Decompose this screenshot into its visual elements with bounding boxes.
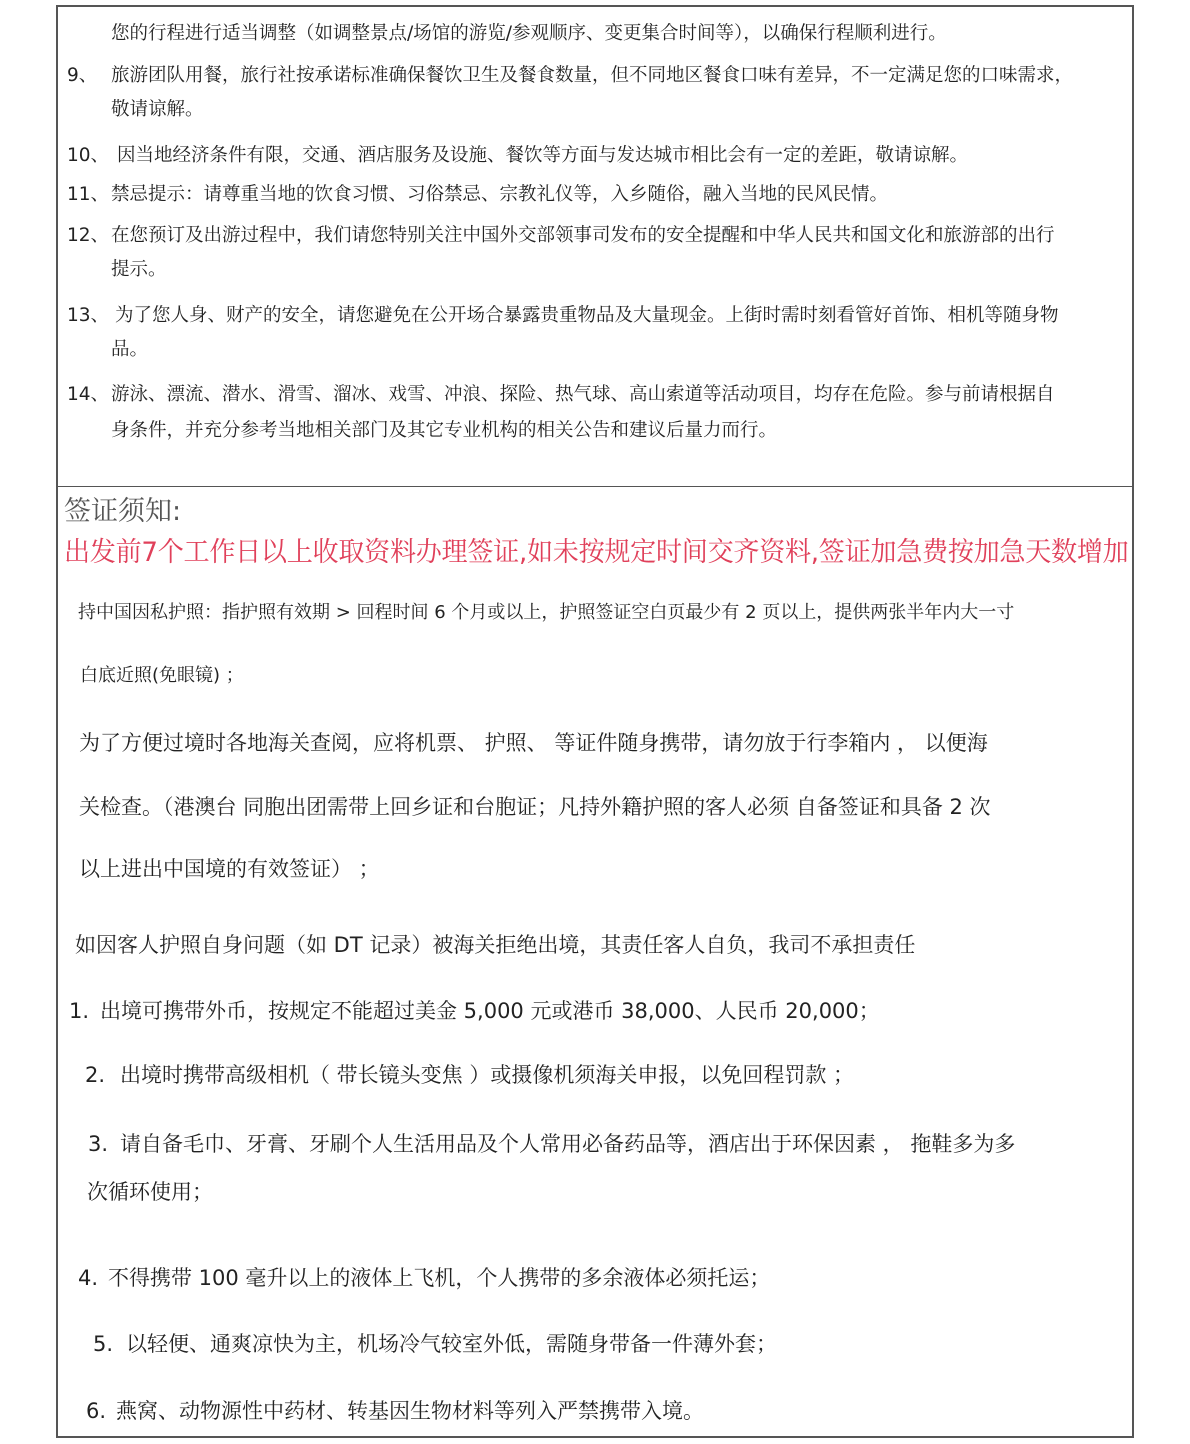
rule-line: 请自备毛巾、牙膏、牙刷个人生活用品及个人常用必备药品等，酒店出于环保因素 ， 拖鞋多为多 bbox=[120, 1132, 1016, 1156]
customs-note: 以上进出中国境的有效签证） ； bbox=[79, 857, 380, 881]
note-line: 为了您人身、财产的安全，请您避免在公开场合暴露贵重物品及大量现金。上街时需时刻看管好首饰、相机等随身物 bbox=[115, 305, 1059, 326]
note-line: 在您预订及出游过程中，我们请您特别关注中国外交部领事司发布的安全提醒和中华人民共和国文化和旅游部的出行 bbox=[111, 225, 1055, 246]
note-number: 12、 bbox=[67, 225, 110, 246]
passport-requirement-cont: 白底近照(免眼镜) ； bbox=[80, 665, 244, 686]
note-number: 14、 bbox=[67, 384, 110, 405]
rule-line: 不得携带 100 毫升以上的液体上飞机，个人携带的多余液体必须托运； bbox=[108, 1266, 771, 1290]
note-number: 10、 bbox=[67, 145, 110, 166]
note-continuation: 您的行程进行适当调整（如调整景点/场馆的游览/参观顺序、变更集合时间等），以确保行程顺利进行。 bbox=[111, 23, 947, 44]
section-divider bbox=[56, 486, 1134, 487]
note-line: 提示。 bbox=[111, 259, 167, 280]
rule-number: 1. bbox=[69, 999, 90, 1023]
note-line: 敬请谅解。 bbox=[111, 99, 204, 120]
customs-note: 关检查。（港澳台 同胞出团需带上回乡证和台胞证；凡持外籍护照的客人必须 自备签证和具备 2 次 bbox=[79, 795, 991, 819]
visa-heading: 签证须知: bbox=[64, 496, 182, 527]
rule-line: 出境时携带高级相机（ 带长镜头变焦 ）或摄像机须海关申报，以免回程罚款 ； bbox=[120, 1063, 855, 1087]
rule-number: 5. bbox=[93, 1332, 114, 1356]
note-number: 13、 bbox=[67, 305, 110, 326]
rule-line: 以轻便、通爽凉快为主，机场冷气较室外低，需随身带备一件薄外套； bbox=[126, 1332, 777, 1356]
rule-number: 4. bbox=[78, 1266, 99, 1290]
note-line: 禁忌提示：请尊重当地的饮食习惯、习俗禁忌、宗教礼仪等，入乡随俗，融入当地的民风民情。 bbox=[111, 184, 889, 205]
note-line: 因当地经济条件有限，交通、酒店服务及设施、餐饮等方面与发达城市相比会有一定的差距，敬请谅解。 bbox=[117, 145, 969, 166]
rule-line: 出境可携带外币，按规定不能超过美金 5,000 元或港币 38,000、人民币 20,000； bbox=[100, 999, 880, 1023]
note-line: 旅游团队用餐，旅行社按承诺标准确保餐饮卫生及餐食数量，但不同地区餐食口味有差异，不一定满足您的口味需求， bbox=[111, 65, 1074, 86]
customs-note: 为了方便过境时各地海关查阅，应将机票、 护照、 等证件随身携带，请勿放于行李箱内 ， 以便海 bbox=[79, 731, 988, 755]
note-number: 11、 bbox=[67, 184, 110, 205]
note-line: 游泳、漂流、潜水、滑雪、溜冰、戏雪、冲浪、探险、热气球、高山索道等活动项目，均存在危险。参与前请根据自 bbox=[111, 384, 1055, 405]
dt-record-note: 如因客人护照自身问题（如 DT 记录）被海关拒绝出境，其责任客人自负，我司不承担责任 bbox=[75, 933, 916, 957]
document-frame bbox=[56, 5, 1134, 1438]
note-line: 品。 bbox=[111, 339, 149, 360]
visa-warning: 出发前7个工作日以上收取资料办理签证,如未按规定时间交齐资料,签证加急费按加急天数增加 bbox=[64, 537, 1129, 568]
passport-requirement: 持中国因私护照：指护照有效期 > 回程时间 6 个月或以上，护照签证空白页最少有 2 页以上，提供两张半年内大一寸 bbox=[78, 602, 1015, 623]
note-number: 9、 bbox=[67, 65, 98, 86]
rule-number: 6. bbox=[86, 1399, 107, 1423]
rule-number: 2. bbox=[85, 1063, 106, 1087]
rule-number: 3. bbox=[88, 1132, 109, 1156]
note-line: 身条件，并充分参考当地相关部门及其它专业机构的相关公告和建议后量力而行。 bbox=[111, 420, 778, 441]
rule-line: 燕窝、动物源性中药材、转基因生物材料等列入严禁携带入境。 bbox=[116, 1399, 704, 1423]
rule-line: 次循环使用； bbox=[87, 1180, 213, 1204]
